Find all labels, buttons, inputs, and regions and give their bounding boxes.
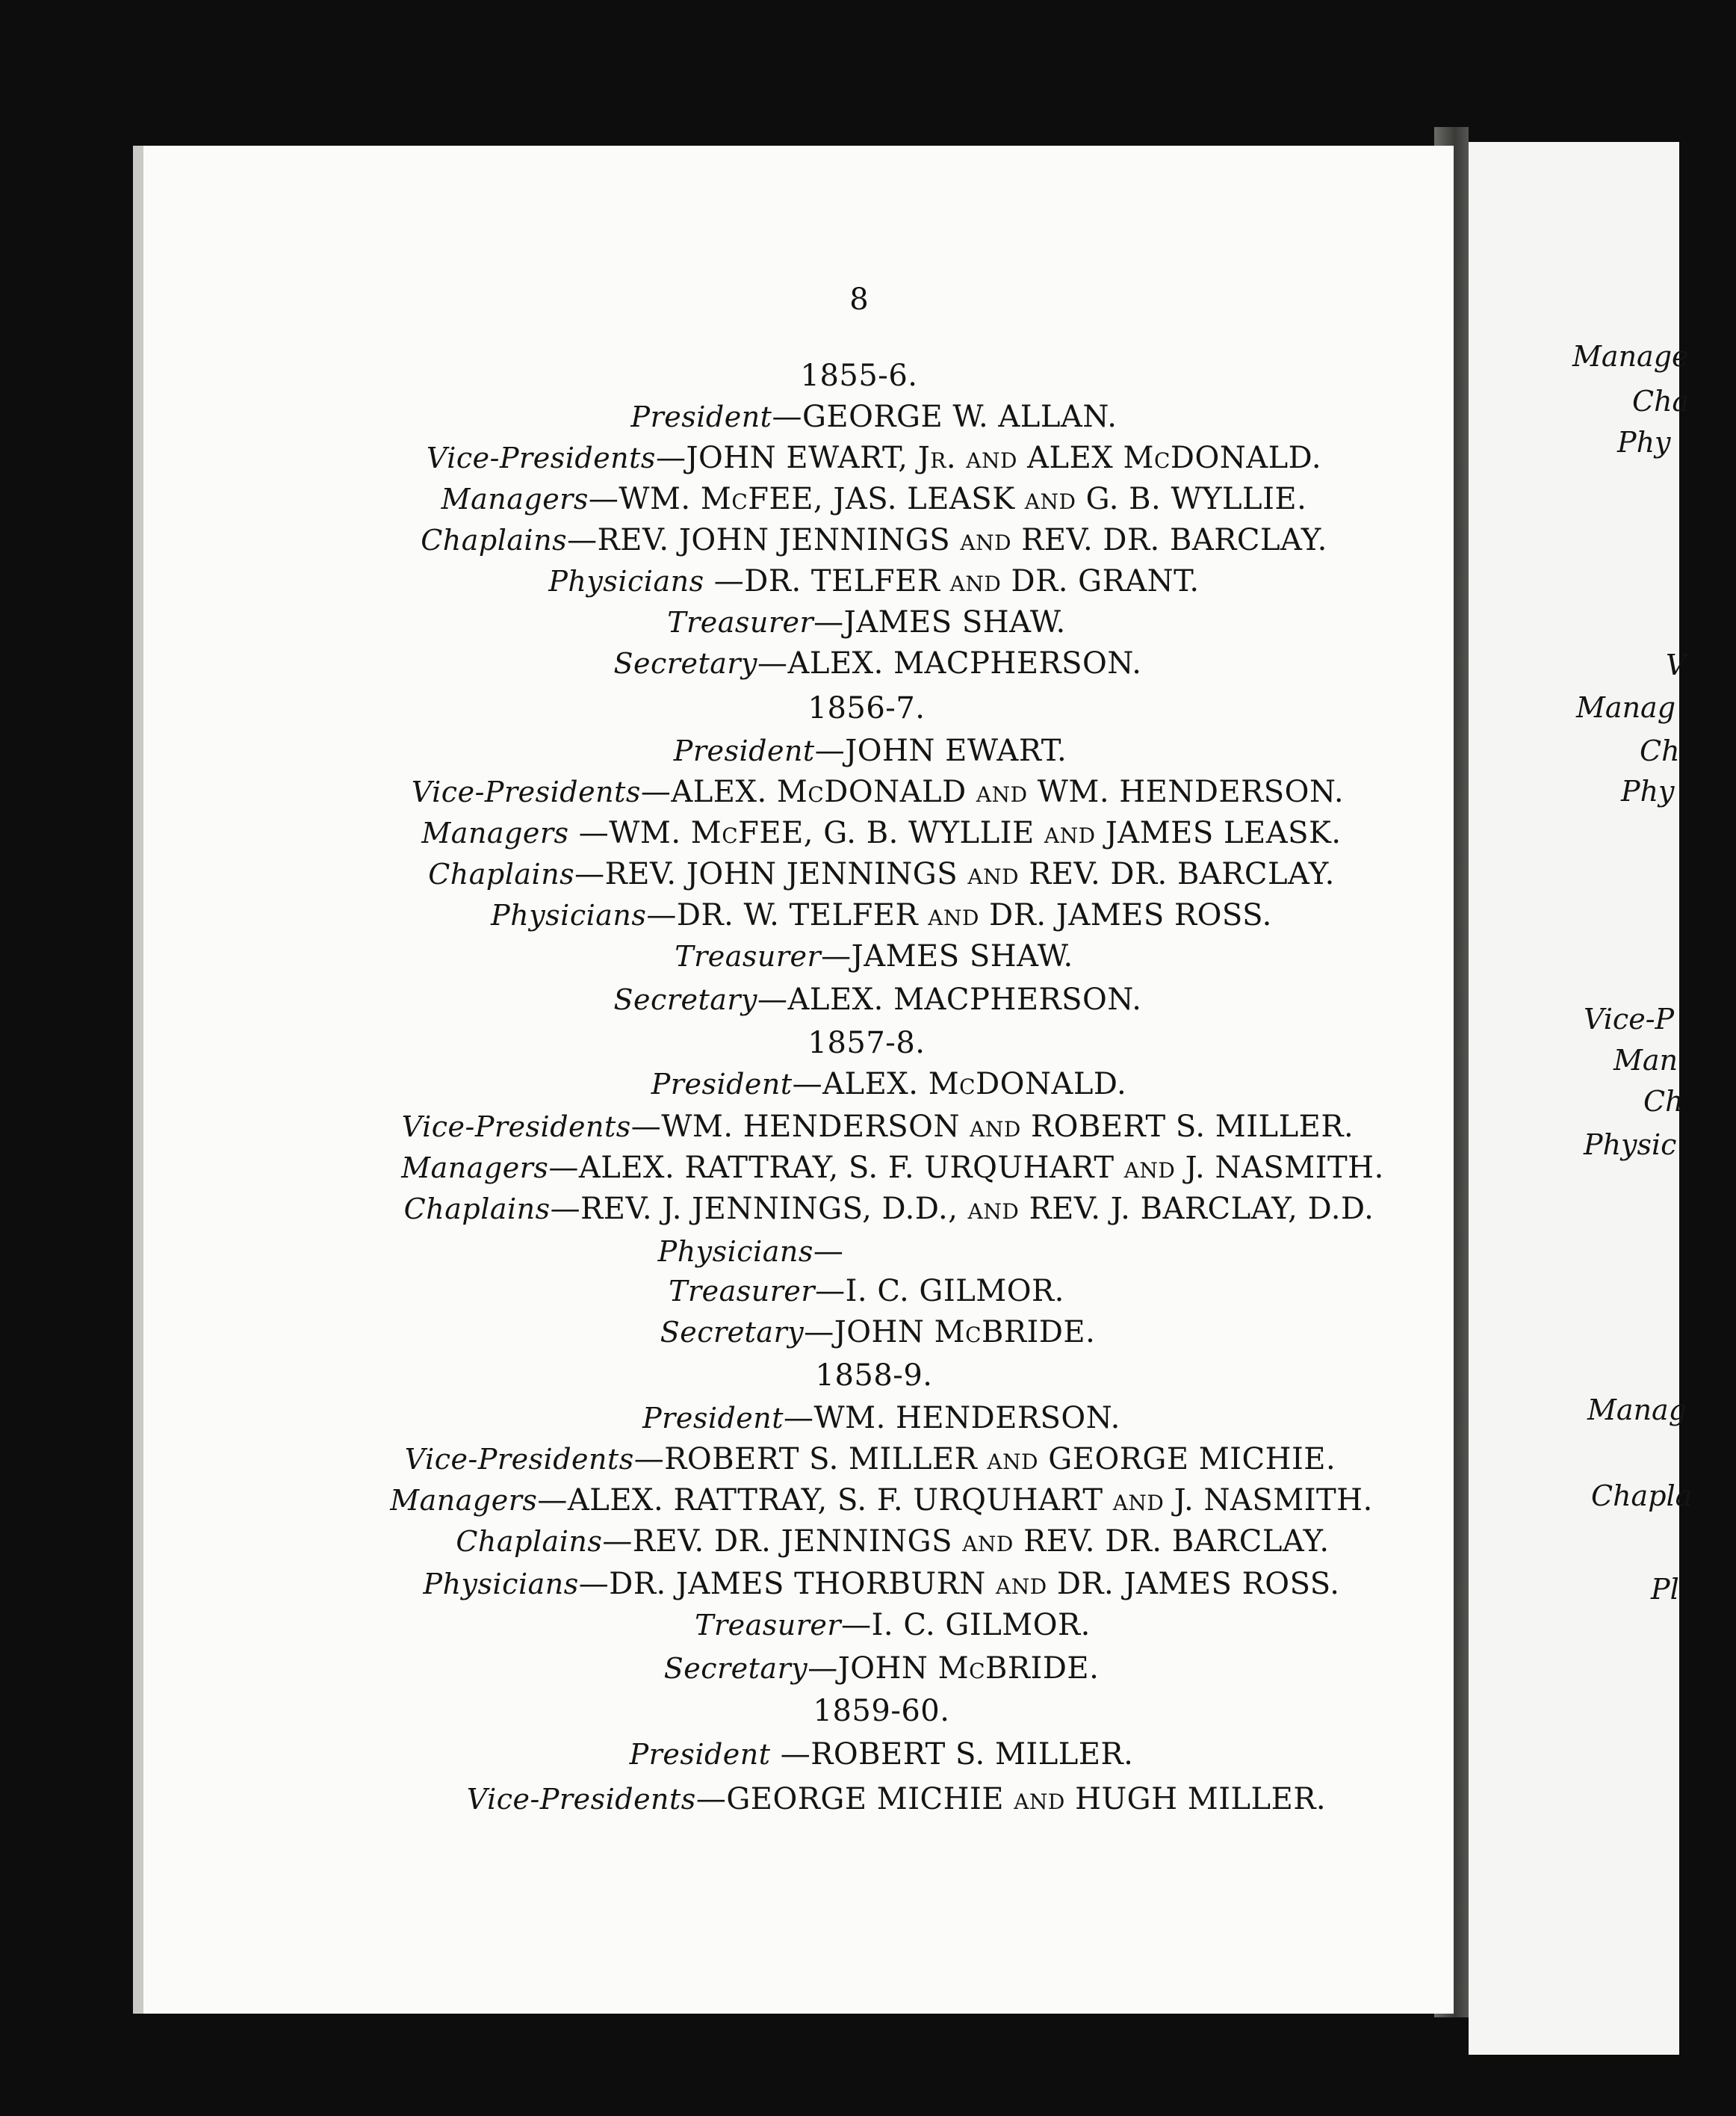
office-title: Vice-Presidents (411, 776, 641, 808)
officer-line (57, 1782, 1736, 1816)
office-holders: —GEORGE W. ALLAN. (772, 400, 1117, 434)
right-page-fragment: Chapla (1591, 1479, 1693, 1512)
officer-line (34, 523, 1714, 557)
office-title: President (629, 1738, 771, 1771)
office-title: Physicians (548, 565, 704, 598)
office-holders: —JAMES SHAW. (821, 939, 1073, 974)
office-title: Treasurer (695, 1609, 842, 1642)
officer-line (38, 646, 1717, 681)
year-heading (34, 1358, 1714, 1393)
officer-line (53, 1608, 1732, 1642)
office-title: Chaplains (421, 524, 568, 557)
officer-line (34, 441, 1714, 475)
right-page-fragment: Manag (1576, 691, 1676, 724)
office-title: Chaplains (456, 1525, 603, 1558)
officer-line (38, 1315, 1717, 1349)
office-holders: —ALEX. MACPHERSON. (757, 983, 1142, 1017)
office-holders: —WM. McFEE, G. B. WYLLIE and JAMES LEASK. (568, 816, 1342, 850)
officer-line (34, 482, 1714, 516)
year-heading (19, 359, 1699, 393)
office-holders: —ROBERT S. MILLER and GEORGE MICHIE. (633, 1442, 1336, 1476)
office-title: Treasurer (669, 1275, 816, 1308)
page-number: 8 (849, 282, 869, 317)
office-title: Managers (441, 483, 589, 516)
office-holders: —ALEX. MACPHERSON. (757, 646, 1142, 681)
office-title: Treasurer (667, 606, 814, 639)
right-page-fragment: Phy (1617, 426, 1671, 459)
office-holders: —JOHN McBRIDE. (804, 1315, 1096, 1349)
right-page-fragment: Ch (1640, 734, 1680, 767)
office-title: Vice-Presidents (401, 1110, 631, 1143)
office-title: Physicians (423, 1568, 579, 1600)
year-heading (27, 1026, 1706, 1060)
office-holders: —JAMES SHAW. (813, 605, 1066, 640)
year-label: 1855-6. (800, 359, 918, 393)
officer-line (38, 983, 1717, 1017)
officer-line (42, 1483, 1721, 1518)
right-page-fragment: Physic (1584, 1128, 1677, 1161)
officer-line (42, 1401, 1721, 1435)
officer-line (53, 1151, 1732, 1185)
year-label: 1859-60. (813, 1694, 950, 1728)
office-holders: —I. C. GILMOR. (841, 1608, 1091, 1642)
office-title: Treasurer (675, 940, 822, 973)
officer-line (42, 1737, 1721, 1772)
office-holders: —REV. DR. JENNINGS and REV. DR. BARCLAY. (602, 1524, 1330, 1559)
officer-line (42, 898, 1721, 932)
right-page-fragment: Cha (1632, 385, 1690, 418)
officer-line (38, 1110, 1717, 1144)
office-holders: — (813, 1234, 844, 1269)
year-heading (27, 691, 1706, 726)
office-holders: —REV. JOHN JENNINGS and REV. DR. BARCLAY. (574, 857, 1335, 891)
officer-line (31, 734, 1710, 768)
office-holders: —JOHN EWART, Jr. and ALEX McDONALD. (655, 441, 1322, 475)
office-title: Secretary (613, 983, 758, 1016)
office-title: Managers (401, 1151, 549, 1184)
right-page-fragment: Vice-P (1584, 1003, 1675, 1036)
right-page-fragment: Man (1613, 1044, 1678, 1077)
office-holders: —REV. J. JENNINGS, D.D., and REV. J. BARCLAY, D.D. (550, 1192, 1374, 1226)
office-holders: —ALEX. McDONALD. (792, 1067, 1127, 1101)
office-holders: —REV. JOHN JENNINGS and REV. DR. BARCLAY. (567, 523, 1327, 557)
office-title: President (642, 1402, 784, 1435)
officer-line (27, 605, 1706, 640)
office-title: Chaplains (428, 858, 575, 891)
office-holders: —JOHN McBRIDE. (807, 1651, 1100, 1686)
officer-line (49, 1067, 1729, 1101)
officer-line (49, 1192, 1729, 1226)
right-page-fragment: Phy (1621, 775, 1675, 808)
officer-line (53, 1524, 1732, 1559)
office-title: Secretary (613, 647, 758, 680)
year-label: 1856-7. (807, 691, 926, 726)
office-holders: —I. C. GILMOR. (815, 1274, 1064, 1308)
year-heading (42, 1694, 1721, 1728)
right-page-fragment: Manage (1572, 340, 1689, 373)
office-holders: —DR. TELFER and DR. GRANT. (704, 564, 1200, 598)
right-page-fragment: V (1666, 649, 1687, 681)
office-holders: —ALEX. RATTRAY, S. F. URQUHART and J. NASMITH. (537, 1483, 1373, 1518)
office-holders: —JOHN EWART. (814, 734, 1067, 768)
right-page-fragment: Pl (1651, 1573, 1679, 1606)
right-page-fragment: Manag (1587, 1393, 1687, 1426)
officer-line (27, 1274, 1706, 1308)
office-title: Managers (421, 817, 569, 850)
office-title: Vice-Presidents (466, 1783, 696, 1816)
year-label: 1857-8. (807, 1026, 926, 1060)
office-holders: —WM. HENDERSON. (784, 1401, 1120, 1435)
office-holders: —GEORGE MICHIE and HUGH MILLER. (695, 1782, 1327, 1816)
office-holders: —ALEX. RATTRAY, S. F. URQUHART and J. NASMITH. (548, 1151, 1384, 1185)
officer-line (34, 564, 1714, 598)
office-title: Physicians (657, 1235, 813, 1268)
office-title: President (630, 400, 772, 433)
officer-line (42, 816, 1721, 850)
officer-line (42, 1567, 1721, 1601)
office-title: Physicians (491, 899, 647, 932)
officer-line (34, 400, 1714, 434)
office-holders: —ROBERT S. MILLER. (770, 1737, 1134, 1772)
office-title: Managers (390, 1484, 538, 1517)
office-holders: —ALEX. McDONALD and WM. HENDERSON. (640, 775, 1345, 809)
officer-line (38, 775, 1717, 809)
office-title: President (673, 734, 815, 767)
office-title: Chaplains (403, 1192, 551, 1225)
officer-line (34, 939, 1714, 974)
office-title: Secretary (660, 1316, 805, 1349)
officer-line (0, 1234, 1590, 1269)
officer-line (42, 1651, 1721, 1686)
office-title: President (651, 1068, 793, 1101)
year-label: 1858-9. (815, 1358, 933, 1393)
officer-line (31, 1442, 1710, 1476)
office-holders: —DR. JAMES THORBURN and DR. JAMES ROSS. (578, 1567, 1340, 1601)
office-title: Vice-Presidents (426, 442, 656, 474)
right-page-fragment: Ch (1643, 1085, 1684, 1118)
office-title: Vice-Presidents (404, 1443, 634, 1476)
office-title: Secretary (663, 1652, 808, 1685)
office-holders: —WM. HENDERSON and ROBERT S. MILLER. (630, 1110, 1354, 1144)
office-holders: —DR. W. TELFER and DR. JAMES ROSS. (646, 898, 1272, 932)
office-holders: —WM. McFEE, JAS. LEASK and G. B. WYLLIE. (588, 482, 1307, 516)
officer-line (42, 857, 1721, 891)
